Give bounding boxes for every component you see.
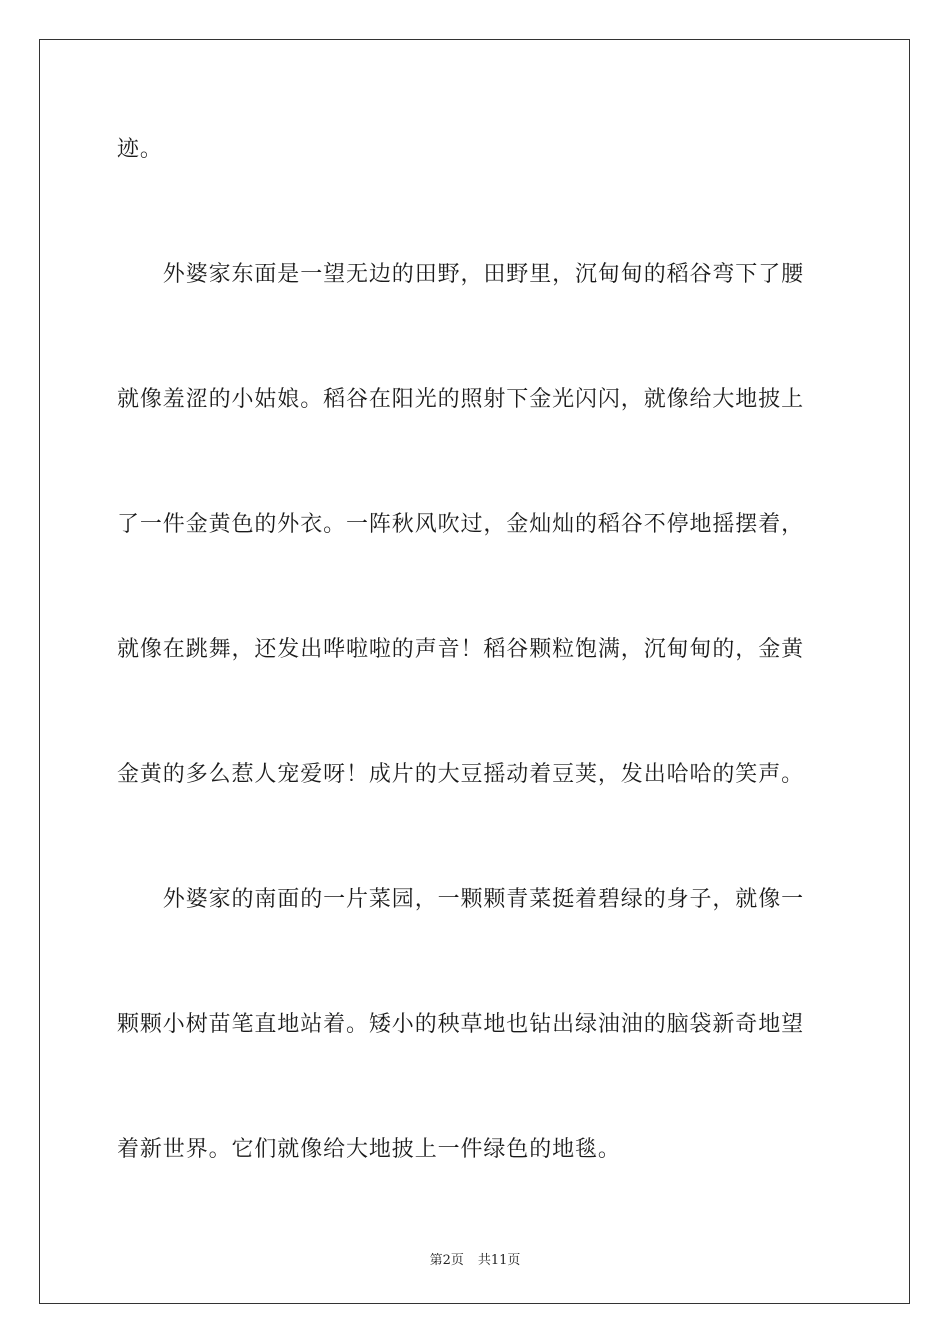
- page-number-total: 共11页: [477, 1253, 521, 1268]
- text-line-7: 外婆家的南面的一片菜园，一颗颗青菜挺着碧绿的身子，就像一: [117, 887, 805, 912]
- text-line-4: 了一件金黄色的外衣。一阵秋风吹过，金灿灿的稻谷不停地摇摆着，: [117, 512, 805, 537]
- text-line-8: 颗颗小树苗笔直地站着。矮小的秧草地也钻出绿油油的脑袋新奇地望: [117, 1012, 805, 1037]
- text-line-3: 就像羞涩的小姑娘。稻谷在阳光的照射下金光闪闪，就像给大地披上: [117, 387, 805, 412]
- text-line-1: 迹。: [117, 137, 163, 162]
- page-footer: [0, 1249, 950, 1268]
- page-number-current: 第2页: [429, 1253, 464, 1268]
- page-border: [39, 39, 910, 1304]
- text-line-2: 外婆家东面是一望无边的田野，田野里，沉甸甸的稻谷弯下了腰: [117, 262, 805, 287]
- text-line-6: 金黄的多么惹人宠爱呀！成片的大豆摇动着豆荚，发出哈哈的笑声。: [117, 762, 805, 787]
- text-line-9: 着新世界。它们就像给大地披上一件绿色的地毯。: [117, 1137, 621, 1162]
- text-line-5: 就像在跳舞，还发出哗啦啦的声音！稻谷颗粒饱满，沉甸甸的，金黄: [117, 637, 805, 662]
